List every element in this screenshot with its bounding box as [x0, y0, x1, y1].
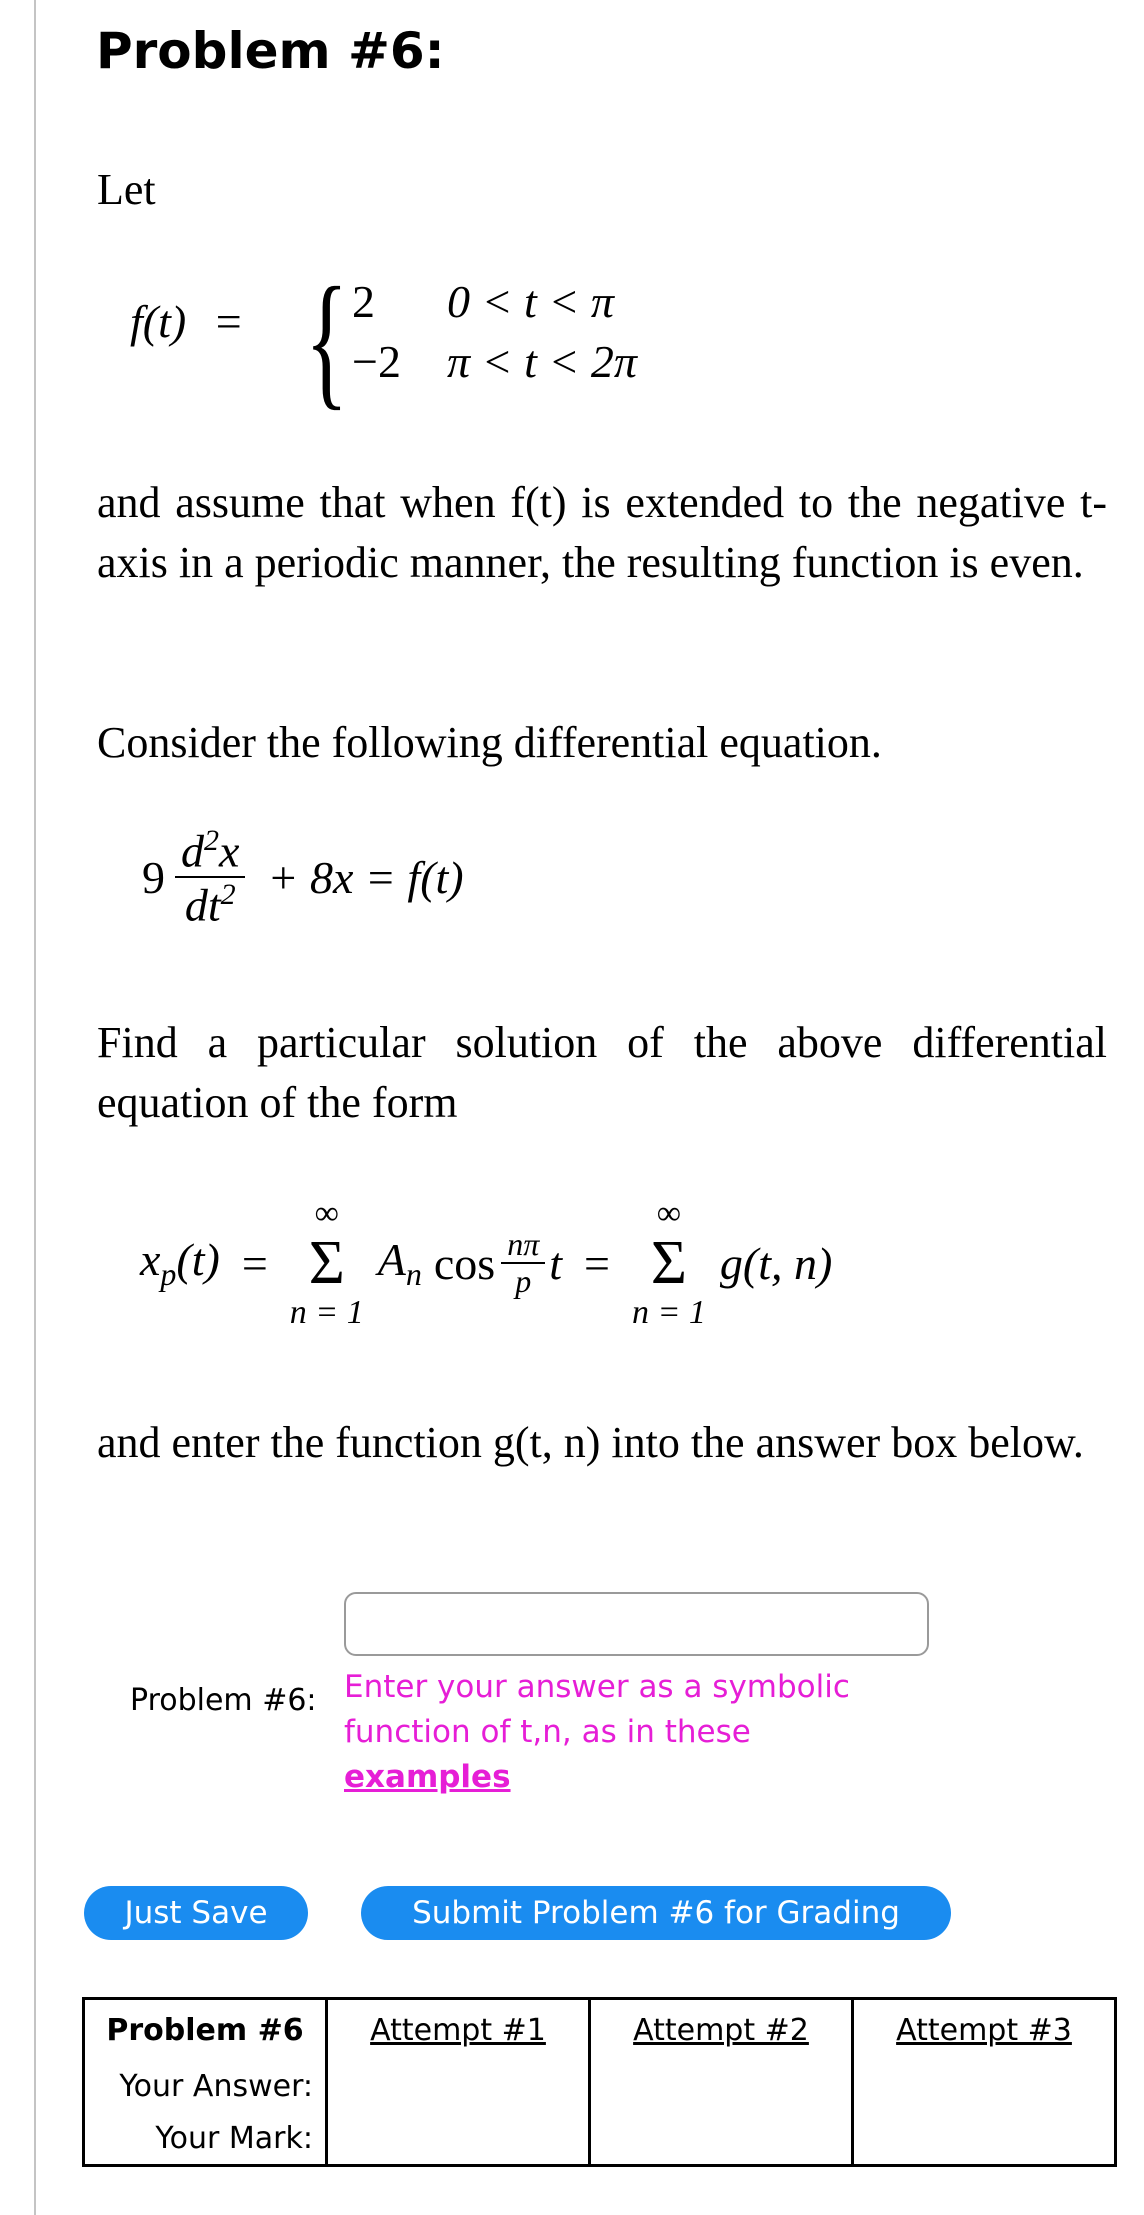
mark-cell [590, 2112, 853, 2166]
summation-2: ∞ Σ n = 1 [631, 1195, 706, 1332]
mark-cell [853, 2112, 1116, 2166]
deriv-num-exponent: 2 [204, 824, 219, 857]
piecewise-cases [352, 272, 637, 392]
examples-link[interactable]: examples [344, 1759, 511, 1795]
answer-label: Problem #6: [130, 1683, 317, 1718]
problem-title: Problem #6: [96, 22, 445, 80]
hint-text: Enter your answer as a symbolic function of t,n, as in these [344, 1669, 850, 1750]
table-header: Problem #6 [84, 1999, 327, 2061]
sum-upper-limit: ∞ [314, 1195, 339, 1232]
deriv-den: dt [184, 878, 221, 930]
just-save-button[interactable]: Just Save [84, 1886, 308, 1940]
cos-function: cos [433, 1237, 496, 1289]
piecewise-brace: { [305, 257, 349, 423]
attempt-link[interactable]: Attempt #3 [896, 2012, 1072, 2048]
deriv-d: d [181, 825, 204, 877]
answer-cell [853, 2060, 1116, 2112]
your-answer-label: Your Answer: [84, 2060, 327, 2112]
case-condition: π < t < 2π [447, 336, 637, 387]
attempt-link[interactable]: Attempt #2 [633, 2012, 809, 2048]
second-derivative-fraction [175, 825, 245, 931]
attempt-link[interactable]: Attempt #1 [370, 2012, 546, 2048]
series-equals-2: = [584, 1237, 610, 1289]
differential-equation [142, 825, 464, 931]
g-function: g(t, n) [719, 1237, 833, 1289]
mark-cell [327, 2112, 590, 2166]
deriv-den-exponent: 2 [220, 877, 236, 911]
ode-rhs: + 8x = f(t) [267, 852, 464, 904]
answer-cell [590, 2060, 853, 2112]
sigma-symbol: Σ [308, 1229, 345, 1298]
ode-coefficient: 9 [142, 852, 165, 904]
cos-argument-fraction: $\frac{n\pi}{p}$ [501, 1228, 545, 1299]
case-value: 2 [352, 276, 375, 327]
cos-variable: t [549, 1237, 562, 1289]
intro-text: Let [97, 165, 156, 214]
piecewise-function: f(t) [130, 296, 187, 347]
particular-solution: $x_p(t)$ [140, 1234, 220, 1293]
consider-paragraph: Consider the following differential equation. [97, 718, 882, 767]
answer-cell [327, 2060, 590, 2112]
your-mark-label: Your Mark: [84, 2112, 327, 2166]
answer-hint [344, 1665, 944, 1800]
left-border [34, 0, 36, 2215]
piecewise-lhs [130, 295, 242, 348]
answer-input[interactable] [344, 1592, 929, 1656]
attempts-table [82, 1997, 1117, 2167]
series-equation [140, 1195, 832, 1332]
sum-lower-limit: n = 1 [289, 1294, 364, 1332]
submit-button[interactable]: Submit Problem #6 for Grading [361, 1886, 951, 1940]
series-equals: = [241, 1237, 268, 1289]
case-value: −2 [352, 336, 401, 387]
summation [290, 1195, 364, 1332]
find-paragraph: Find a particular solution of the above differential equation of the form [97, 1018, 1107, 1127]
piecewise-equals: = [215, 296, 242, 347]
enter-paragraph: and enter the function g(t, n) into the answer box below. [97, 1418, 1084, 1467]
extension-paragraph: and assume that when f(t) is extended to the negative t-axis in a periodic manner, the resulting function is even. [97, 478, 1107, 587]
deriv-var: x [219, 825, 240, 877]
case-condition: 0 < t < π [447, 276, 614, 327]
fourier-coefficient: $A_n$ [377, 1234, 422, 1293]
